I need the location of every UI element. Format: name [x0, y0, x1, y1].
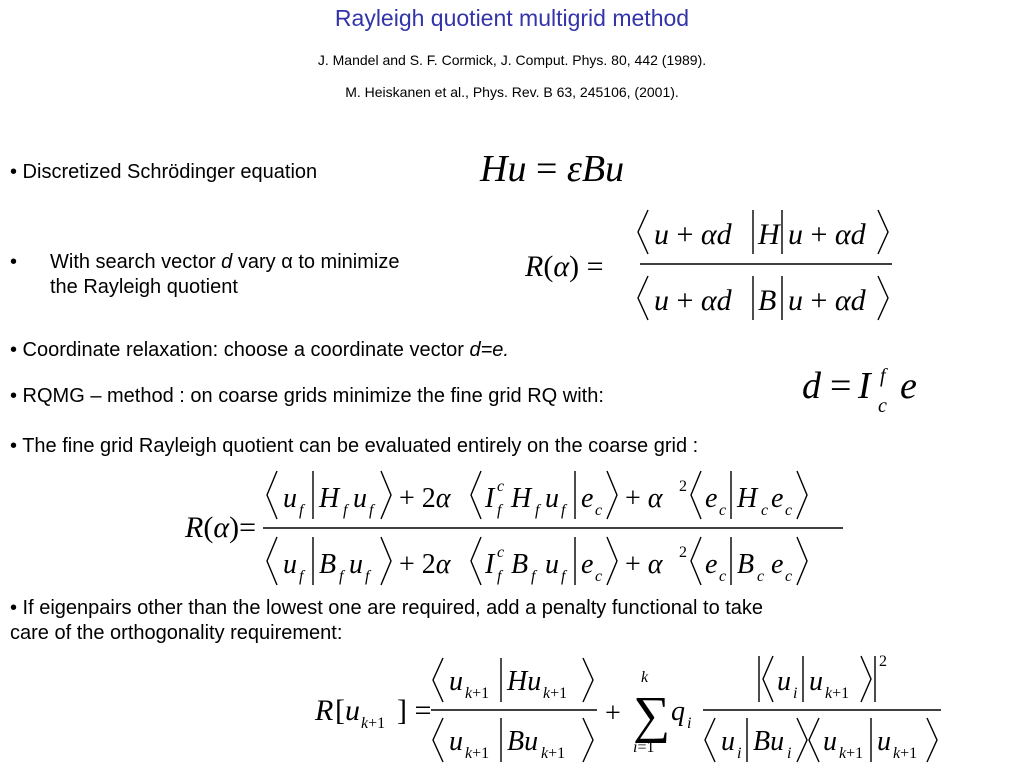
svg-text:B: B — [758, 284, 777, 317]
equation-penalty — [315, 648, 955, 763]
svg-text:e: e — [581, 483, 594, 514]
svg-text:e: e — [900, 365, 917, 407]
svg-text:c: c — [785, 502, 793, 519]
svg-text:+ α: + α — [625, 483, 663, 514]
svg-text:Bu: Bu — [507, 726, 539, 757]
svg-text:f: f — [339, 568, 344, 585]
svg-text:u + αd: u + αd — [788, 284, 866, 317]
svg-text:i: i — [737, 745, 742, 762]
svg-text:k+1: k+1 — [825, 685, 850, 702]
svg-text:c: c — [719, 502, 727, 519]
svg-text:e: e — [581, 549, 594, 580]
svg-text:u + αd: u + αd — [654, 284, 732, 317]
svg-text:d: d — [802, 365, 821, 407]
svg-text:f: f — [299, 568, 304, 585]
equation-restriction — [800, 360, 940, 420]
svg-text:H: H — [511, 483, 532, 514]
svg-text:k+1: k+1 — [465, 745, 490, 762]
slide-title: Rayleigh quotient multigrid method — [334, 5, 690, 31]
svg-text:2: 2 — [679, 544, 687, 561]
svg-text:2: 2 — [879, 653, 887, 670]
svg-text:e: e — [705, 483, 718, 514]
svg-text:k+1: k+1 — [541, 745, 566, 762]
svg-text:u: u — [823, 726, 837, 757]
svg-text:c: c — [761, 502, 769, 519]
svg-text:c: c — [497, 544, 505, 561]
svg-text:u: u — [283, 549, 297, 580]
svg-text:f: f — [343, 502, 348, 519]
svg-text:q: q — [671, 696, 685, 727]
svg-text:f: f — [561, 502, 566, 519]
svg-text:f: f — [369, 502, 374, 519]
svg-text:u: u — [545, 549, 559, 580]
svg-text:=: = — [830, 365, 852, 407]
bullet-search-vector: With search vector d vary α to minimize the Rayleigh quotient — [50, 251, 400, 298]
svg-text:Hu: Hu — [507, 666, 542, 697]
svg-text:+ 2α: + 2α — [399, 549, 451, 580]
svg-text:R(α) =: R(α) = — [525, 250, 604, 283]
svg-text:k+1: k+1 — [361, 715, 386, 732]
svg-text:I: I — [858, 365, 871, 407]
svg-text:+: + — [605, 698, 621, 729]
equation-fine-grid-rq — [185, 465, 855, 595]
svg-text:u: u — [809, 666, 823, 697]
svg-text:e: e — [771, 549, 784, 580]
svg-text:c: c — [785, 568, 793, 585]
bullet-rqmg: • RQMG – method : on coarse grids minimize the fine grid RQ with: — [10, 385, 604, 407]
svg-text:H: H — [319, 483, 340, 514]
svg-text:2: 2 — [679, 478, 687, 495]
equation-rq-alpha — [520, 200, 900, 330]
bullet-search-vector-marker: • — [10, 251, 18, 273]
svg-text:B: B — [511, 549, 529, 580]
svg-text:u: u — [353, 483, 367, 514]
svg-text:u: u — [545, 483, 559, 514]
svg-text:f: f — [299, 502, 304, 519]
svg-text:i: i — [687, 715, 692, 732]
svg-text:H: H — [758, 218, 780, 251]
svg-text:i: i — [787, 745, 792, 762]
svg-text:[: [ — [335, 694, 345, 727]
svg-text:e: e — [771, 483, 784, 514]
svg-text:c: c — [878, 395, 887, 417]
svg-text:u: u — [449, 726, 463, 757]
svg-text:u: u — [449, 666, 463, 697]
svg-text:e: e — [705, 549, 718, 580]
svg-text:k+1: k+1 — [465, 685, 490, 702]
bullet-penalty-functional: • If eigenpairs other than the lowest one are required, add a penalty functional to take care of the orthogonality requirement: — [10, 597, 764, 644]
svg-text:k: k — [641, 669, 649, 686]
svg-text:u: u — [877, 726, 891, 757]
svg-text:c: c — [497, 478, 505, 495]
svg-text:B: B — [319, 549, 337, 580]
svg-text:] =: ] = — [397, 694, 432, 727]
svg-text:u: u — [349, 549, 363, 580]
bullet-schrodinger: • Discretized Schrödinger equation — [10, 161, 318, 183]
bullet-coordinate-relaxation: • Coordinate relaxation: choose a coordinate vector d=e. — [10, 339, 509, 361]
svg-text:∑: ∑ — [633, 687, 671, 744]
svg-text:c: c — [757, 568, 765, 585]
svg-text:u + αd: u + αd — [654, 218, 732, 251]
svg-text:f: f — [531, 568, 536, 585]
svg-text:B: B — [737, 549, 755, 580]
svg-text:c: c — [595, 502, 603, 519]
svg-text:I: I — [485, 483, 495, 514]
bullet-fine-grid-rq: • The fine grid Rayleigh quotient can be evaluated entirely on the coarse grid : — [10, 435, 699, 457]
svg-text:f: f — [561, 568, 566, 585]
svg-text:u: u — [345, 694, 360, 727]
svg-text:Bu: Bu — [753, 726, 785, 757]
svg-text:k+1: k+1 — [839, 745, 864, 762]
svg-text:+ 2α: + 2α — [399, 483, 451, 514]
svg-text:i: i — [793, 685, 798, 702]
svg-text:f: f — [497, 502, 502, 519]
svg-text:f: f — [880, 365, 886, 387]
svg-text:H: H — [737, 483, 758, 514]
svg-text:+ α: + α — [625, 549, 663, 580]
svg-text:u: u — [777, 666, 791, 697]
reference-heiskanen: M. Heiskanen et al., Phys. Rev. B 63, 245106, (2001). — [345, 84, 679, 100]
svg-text:f: f — [535, 502, 540, 519]
svg-text:k+1: k+1 — [893, 745, 918, 762]
svg-text:u: u — [721, 726, 735, 757]
svg-text:c: c — [595, 568, 603, 585]
svg-text:u + αd: u + αd — [788, 218, 866, 251]
svg-text:I: I — [485, 549, 495, 580]
equation-schrodinger: Hu = εBu — [480, 148, 625, 190]
svg-text:R: R — [315, 694, 334, 727]
svg-text:f: f — [365, 568, 370, 585]
svg-text:R(α)=: R(α)= — [185, 511, 256, 544]
svg-text:i=1: i=1 — [633, 739, 655, 756]
reference-mandel: J. Mandel and S. F. Cormick, J. Comput. Phys. 80, 442 (1989). — [317, 52, 707, 68]
svg-text:k+1: k+1 — [543, 685, 568, 702]
svg-text:u: u — [283, 483, 297, 514]
svg-text:c: c — [719, 568, 727, 585]
svg-text:f: f — [497, 568, 502, 585]
